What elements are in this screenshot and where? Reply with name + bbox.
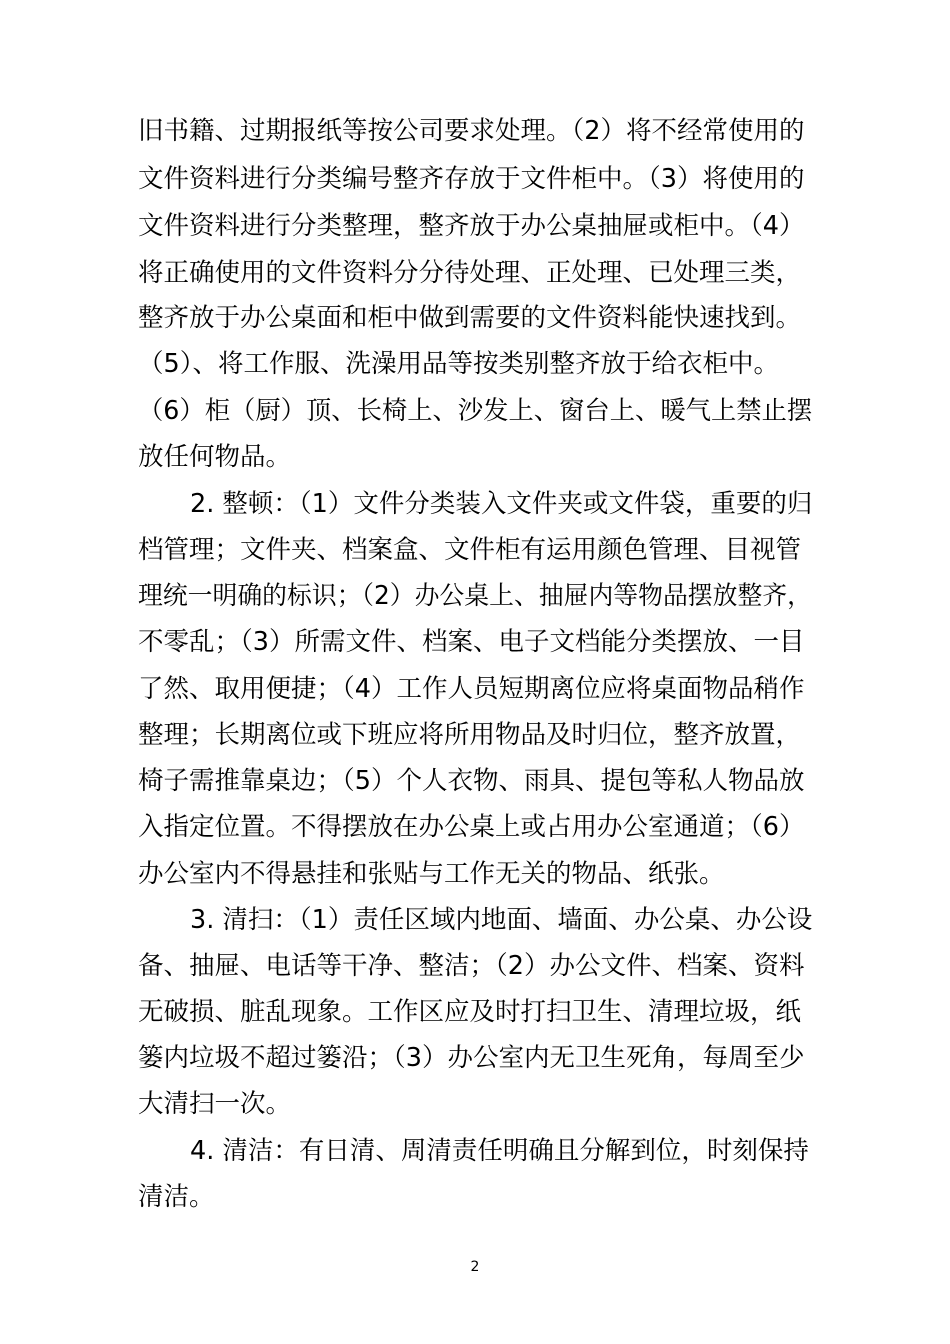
text-line: 无破损、脏乱现象。工作区应及时打扫卫生、清理垃圾，纸 [138,997,802,1027]
text-line: 文件资料进行分类整理，整齐放于办公桌抽屉或柜中。（4） [138,211,805,241]
text-line: （6）柜（厨）顶、长椅上、沙发上、窗台上、暖气上禁止摆 [138,396,813,426]
paragraph-heading-line: 3. 清扫：（1）责任区域内地面、墙面、办公桌、办公设 [190,905,813,935]
text-line: 放任何物品。 [138,442,292,472]
paragraph-heading-line: 4. 清洁：有日清、周清责任明确且分解到位，时刻保持 [190,1136,809,1166]
paragraph-heading-line: 2. 整顿：（1）文件分类装入文件夹或文件袋，重要的归 [190,489,813,519]
text-line: 办公室内不得悬挂和张贴与工作无关的物品、纸张。 [138,859,725,889]
text-line: 了然、取用便捷；（4）工作人员短期离位应将桌面物品稍作 [138,674,805,704]
text-line: 大清扫一次。 [138,1089,292,1119]
text-line: 椅子需推靠桌边；（5）个人衣物、雨具、提包等私人物品放 [138,766,805,796]
text-line: 不零乱；（3）所需文件、档案、电子文档能分类摆放、一目 [138,627,805,657]
page-number: 2 [470,1259,480,1275]
text-line: 整齐放于办公桌面和柜中做到需要的文件资料能快速找到。 [138,303,802,333]
text-line: 清洁。 [138,1182,215,1212]
text-line: 将正确使用的文件资料分分待处理、正处理、已处理三类， [138,258,802,288]
text-line: （5）、将工作服、洗澡用品等按类别整齐放于给衣柜中。 [138,349,779,379]
text-line: 旧书籍、过期报纸等按公司要求处理。（2）将不经常使用的 [138,116,805,146]
text-line: 篓内垃圾不超过篓沿；（3）办公室内无卫生死角，每周至少 [138,1043,805,1073]
text-line: 理统一明确的标识；（2）办公桌上、抽屉内等物品摆放整齐， [138,581,812,611]
text-line: 备、抽屉、电话等干净、整洁；（2）办公文件、档案、资料 [138,951,805,981]
text-line: 入指定位置。不得摆放在办公桌上或占用办公室通道；（6） [138,812,805,842]
text-line: 文件资料进行分类编号整齐存放于文件柜中。（3）将使用的 [138,164,805,194]
text-line: 档管理；文件夹、档案盒、文件柜有运用颜色管理、目视管 [138,535,802,565]
text-line: 整理；长期离位或下班应将所用物品及时归位，整齐放置， [138,720,802,750]
